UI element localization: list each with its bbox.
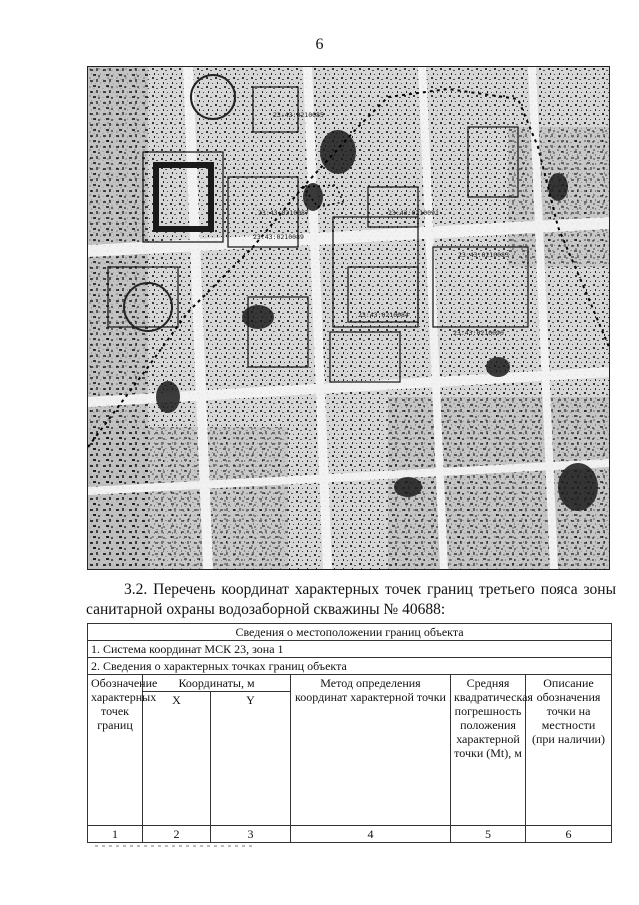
header-designation: Обозначение характерных точек границ bbox=[88, 675, 143, 826]
header-y: Y bbox=[211, 692, 291, 826]
aerial-map-image bbox=[88, 67, 609, 569]
section-heading-line-1: 3.2. Перечень координат характерных точек границ третьего пояса зоны bbox=[124, 581, 616, 598]
column-number-4: 4 bbox=[291, 826, 451, 843]
column-number-2: 2 bbox=[143, 826, 211, 843]
scan-artifact bbox=[95, 845, 255, 847]
column-number-5: 5 bbox=[451, 826, 526, 843]
header-accuracy: Средняя квадратическая погрешность положения характерной точки (Mt), м bbox=[451, 675, 526, 826]
parcel-label: 23:43:0210083 bbox=[458, 251, 509, 259]
boundary-points-table bbox=[87, 623, 612, 843]
header-x: X bbox=[143, 692, 211, 826]
coordinate-system-row: 1. Система координат МСК 23, зона 1 bbox=[88, 641, 612, 658]
section-heading-line-2: санитарной охраны водозаборной скважины № 40688: bbox=[86, 601, 446, 618]
column-number-3: 3 bbox=[211, 826, 291, 843]
parcel-label: 23:43:0210089 bbox=[253, 233, 304, 241]
points-heading-row: 2. Сведения о характерных точках границ объекта bbox=[88, 658, 612, 675]
header-method: Метод определения координат характерной точки bbox=[291, 675, 451, 826]
parcel-label: 23:43:0210090 bbox=[453, 329, 504, 337]
section-heading bbox=[86, 580, 616, 620]
parcel-label: 23:43:0210087 bbox=[258, 209, 309, 217]
column-number-1: 1 bbox=[88, 826, 143, 843]
parcel-label: 23:43:0210091 bbox=[388, 209, 439, 217]
parcel-label: 23:43:0210085 bbox=[273, 111, 324, 119]
page-number: 6 bbox=[315, 36, 324, 53]
parcel-label: 23:43:0210084 bbox=[358, 311, 409, 319]
header-coordinates: Координаты, м bbox=[143, 675, 291, 692]
column-number-6: 6 bbox=[526, 826, 612, 843]
header-description: Описание обозначения точки на местности (при наличии) bbox=[526, 675, 612, 826]
table-title: Сведения о местоположении границ объекта bbox=[88, 624, 612, 641]
aerial-map bbox=[87, 66, 610, 570]
